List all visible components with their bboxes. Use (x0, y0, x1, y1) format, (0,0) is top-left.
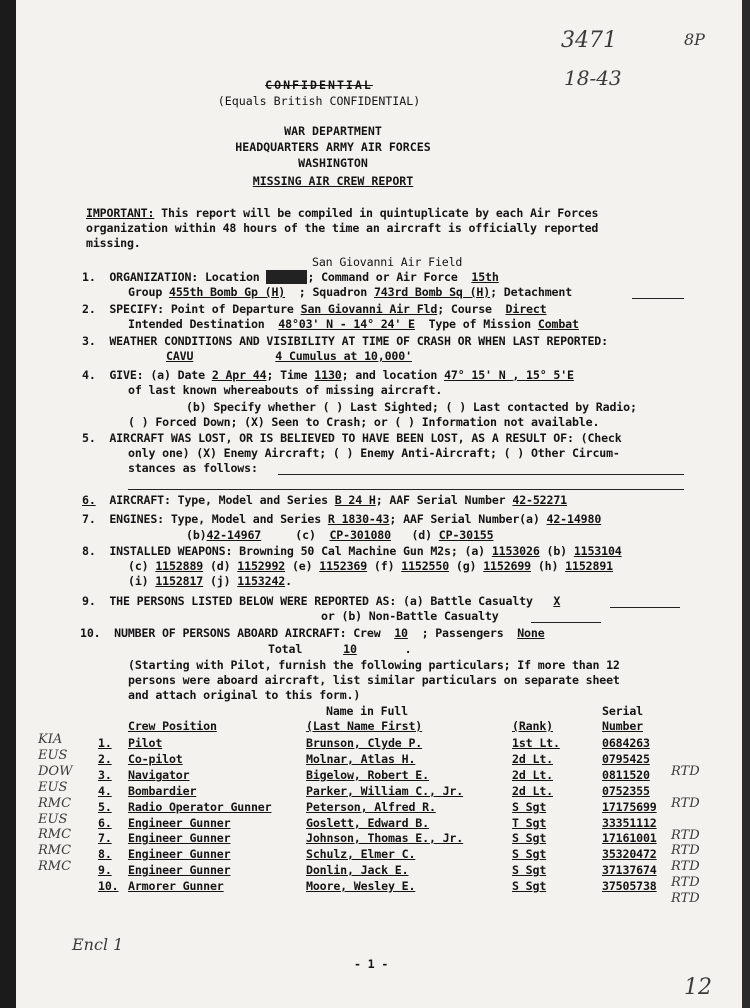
item-4-line-1 (82, 368, 574, 382)
crew-name: Schulz, Elmer C. (306, 847, 416, 861)
crew-position: Engineer Gunner (128, 816, 231, 830)
handwritten-status-mark: DOW (38, 764, 73, 779)
date-value: 2 Apr 44 (211, 368, 267, 382)
weapon-e: 1152369 (319, 559, 368, 573)
handwritten-date-note: 18-43 (564, 66, 622, 90)
crew-serial: 35320472 (602, 847, 657, 861)
group-label: Group (128, 285, 163, 299)
crew-position: Armorer Gunner (128, 879, 224, 893)
crew-position: Bombardier (128, 784, 197, 798)
passengers-label: ; Passengers (421, 626, 504, 640)
departure-label: SPECIFY: Point of Departure (109, 302, 294, 316)
location-label: ; and location (341, 368, 438, 382)
crew-position: Engineer Gunner (128, 831, 231, 845)
crew-name: Donlin, Jack E. (306, 863, 409, 877)
dept-heading: WAR DEPARTMENT (284, 124, 382, 138)
crew-name: Brunson, Clyde P. (306, 736, 423, 750)
header-name-top: Name in Full (326, 704, 408, 718)
handwritten-initials: 8P (684, 30, 705, 49)
item-3-line-2 (166, 349, 412, 363)
engine-c-label: (c) (295, 528, 316, 542)
item-4-line-3: (b) Specify whether ( ) Last Sighted; ( ) Last contacted by Radio; (186, 400, 637, 414)
item-4-line-4: ( ) Forced Down; (X) Seen to Crash; or ( ) Information not available. (128, 415, 600, 429)
item-1-line-1 (82, 270, 540, 284)
engine-serial-c: CP-301080 (329, 528, 391, 542)
clouds-value: 4 Cumulus at 10,000' (275, 349, 412, 363)
handwritten-rtd-mark: RTD (671, 891, 700, 906)
handwritten-rtd-mark: RTD (671, 859, 700, 874)
crew-position: Pilot (128, 736, 163, 750)
classification-equals: (Equals British CONFIDENTIAL) (217, 94, 421, 108)
item-3-line-1 (82, 334, 608, 348)
header-serial-top: Serial (602, 704, 643, 718)
row-number: 1. (98, 736, 112, 750)
item-2-line-1 (82, 302, 547, 316)
aircraft-type-value: B 24 H (334, 493, 376, 507)
item-7-line-2 (186, 528, 493, 542)
handwritten-status-mark: RMC (38, 859, 72, 874)
item-7-num: 7. (82, 512, 96, 526)
item-10-line-1 (80, 626, 545, 640)
weapon-f: 1152550 (401, 559, 450, 573)
row-number: 5. (98, 800, 112, 814)
crew-serial: 0811520 (602, 768, 650, 782)
item-8-line-2: (c) 1152889 (d) 1152992 (e) 1152369 (f) 1152550 (g) 1152699 (h) 1152891 (128, 559, 613, 573)
header-name: (Last Name First) (306, 719, 423, 733)
handwritten-status-mark: RMC (38, 827, 72, 842)
important-text-1: This report will be compiled in quintuplicate by each Air Forces (161, 206, 599, 220)
row-number: 9. (98, 863, 112, 877)
handwritten-enclosure: Encl 1 (72, 935, 124, 954)
crew-rank: S Sgt (512, 863, 547, 877)
crew-name: Peterson, Alfred R. (306, 800, 436, 814)
mission-label: Type of Mission (428, 317, 532, 331)
group-value: 455th Bomb Gp (H) (169, 285, 286, 299)
detachment-label: ; Detachment (490, 285, 573, 299)
weapon-b: 1153104 (573, 544, 622, 558)
crew-position: Radio Operator Gunner (128, 800, 272, 814)
weapon-c: 1152889 (155, 559, 204, 573)
crew-count: 10 (394, 626, 408, 640)
weapon-a: 1153026 (491, 544, 540, 558)
aircraft-serial-label: ; AAF Serial Number (375, 493, 506, 507)
time-value: 1130 (314, 368, 342, 382)
casualty-label: THE PERSONS LISTED BELOW WERE REPORTED AS: (a) Battle Casualty (109, 594, 533, 608)
aircraft-label: AIRCRAFT: Type, Model and Series (109, 493, 328, 507)
aircraft-serial-value: 42-52271 (512, 493, 567, 507)
crew-name: Molnar, Atlas H. (306, 752, 416, 766)
important-label: IMPORTANT: (86, 206, 155, 220)
course-label: ; Course (437, 302, 492, 316)
row-number: 2. (98, 752, 112, 766)
squadron-label: ; Squadron (298, 285, 368, 299)
non-battle-blank (531, 622, 601, 623)
cause-label: AIRCRAFT WAS LOST, OR IS BELIEVED TO HAVE BEEN LOST, AS A RESULT OF: (Check (109, 431, 622, 445)
crew-rank: 2d Lt. (512, 784, 553, 798)
row-number: 8. (98, 847, 112, 861)
destination-value: 48°03' N - 14° 24' E (278, 317, 415, 331)
row-number: 7. (98, 831, 112, 845)
total-line: Total 10 . (268, 642, 412, 656)
weapon-h: 1152891 (565, 559, 613, 573)
hq-heading: HEADQUARTERS ARMY AIR FORCES (235, 140, 431, 154)
crew-rank: 2d Lt. (512, 752, 553, 766)
header-rank: (Rank) (512, 719, 553, 733)
row-number: 6. (98, 816, 112, 830)
crew-name: Johnson, Thomas E., Jr. (306, 831, 464, 845)
crew-name: Moore, Wesley E. (306, 879, 416, 893)
destination-label: Intended Destination (128, 317, 265, 331)
total-value: 10 (343, 642, 357, 656)
crew-serial: 17161001 (602, 831, 657, 845)
page-title: MISSING AIR CREW REPORT (252, 174, 414, 188)
city-heading: WASHINGTON (298, 156, 368, 170)
handwritten-rtd-mark: RTD (671, 764, 700, 779)
handwritten-page-mark: 12 (684, 975, 712, 1000)
engine-serial-a: 42-14980 (546, 512, 602, 526)
item-6-num: 6. (82, 493, 96, 507)
battle-casualty-value: X (553, 594, 561, 608)
crew-rank: S Sgt (512, 847, 547, 861)
handwritten-rtd-mark: RTD (671, 843, 700, 858)
circumstances-blank-1 (278, 474, 684, 475)
mission-value: Combat (537, 317, 579, 331)
weapon-j: 1153242 (237, 574, 286, 588)
crew-position: Co-pilot (128, 752, 183, 766)
crew-position: Engineer Gunner (128, 863, 231, 877)
item-2-num: 2. (82, 302, 96, 316)
crew-rank: T Sgt (512, 816, 547, 830)
handwritten-rtd-mark: RTD (671, 828, 700, 843)
item-9-num: 9. (82, 594, 96, 608)
crew-position: Navigator (128, 768, 190, 782)
passengers-value: None (517, 626, 545, 640)
location-redacted (266, 270, 307, 284)
engine-b-label: (b) (186, 528, 207, 542)
weapon-d: 1152992 (237, 559, 286, 573)
crew-rank: 1st Lt. (512, 736, 560, 750)
engine-serial-d: CP-30155 (438, 528, 494, 542)
item-1-label: ORGANIZATION: Location (109, 270, 260, 284)
crew-position: Engineer Gunner (128, 847, 231, 861)
handwritten-status-mark: EUS (38, 812, 68, 827)
engine-type-value: R 1830-43 (327, 512, 390, 526)
weapon-g: 1152699 (483, 559, 532, 573)
engine-serial-label: ; AAF Serial Number(a) (389, 512, 540, 526)
handwritten-status-mark: EUS (38, 748, 68, 763)
crew-rank: S Sgt (512, 800, 547, 814)
detachment-blank (632, 298, 684, 299)
classification: CONFIDENTIAL (265, 78, 373, 92)
course-value: Direct (505, 302, 547, 316)
handwritten-rtd-mark: RTD (671, 796, 700, 811)
item-4-num: 4. (82, 368, 96, 382)
item-8-line-1: 8. INSTALLED WEAPONS: Browning 50 Cal Machine Gun M2s; (a) 1153026 (b) 1153104 (82, 544, 622, 558)
engine-d-label: (d) (411, 528, 432, 542)
crew-name: Goslett, Edward B. (306, 816, 429, 830)
crew-serial: 0795425 (602, 752, 650, 766)
item-9-line-2: or (b) Non-Battle Casualty (321, 609, 499, 623)
handwritten-status-mark: EUS (38, 780, 68, 795)
item-10-note-2: persons were aboard aircraft, list similar particulars on separate sheet (128, 673, 620, 687)
crew-name: Bigelow, Robert E. (306, 768, 429, 782)
location-annotation: San Giovanni Air Field (312, 255, 463, 269)
item-9-line-1 (82, 594, 560, 608)
crew-serial: 33351112 (602, 816, 657, 830)
handwritten-doc-number: 3471 (561, 28, 617, 53)
handwritten-status-mark: RMC (38, 796, 72, 811)
item-5-line-2: only one) (X) Enemy Aircraft; ( ) Enemy Anti-Aircraft; ( ) Other Circum- (128, 446, 620, 460)
item-10-num: 10. (80, 626, 101, 640)
item-5-line-1 (82, 431, 622, 445)
row-number: 4. (98, 784, 112, 798)
crew-serial: 0684263 (602, 736, 650, 750)
weather-label: WEATHER CONDITIONS AND VISIBILITY AT TIME OF CRASH OR WHEN LAST REPORTED: (109, 334, 608, 348)
crew-serial: 17175699 (602, 800, 657, 814)
item-1-line-2 (128, 285, 572, 299)
item-1-num: 1. (82, 270, 96, 284)
departure-value: San Giovanni Air Fld (300, 302, 438, 316)
circumstances-blank-2 (128, 489, 684, 490)
handwritten-rtd-mark: RTD (671, 875, 700, 890)
item-5-num: 5. (82, 431, 96, 445)
item-8-line-3: (i) 1152817 (j) 1153242. (128, 574, 292, 588)
row-number: 3. (98, 768, 112, 782)
important-line-3: missing. (86, 236, 141, 250)
battle-casualty-blank (610, 607, 680, 608)
item-10-note-1: (Starting with Pilot, furnish the following particulars; If more than 12 (128, 658, 620, 672)
weapon-i: 1152817 (155, 574, 204, 588)
crash-location-value: 47° 15' N , 15° 5'E (444, 368, 574, 382)
item-6-line-1 (82, 493, 567, 507)
item-5-line-3: stances as follows: (128, 461, 258, 475)
handwritten-status-mark: KIA (38, 732, 63, 747)
command-value: 15th (471, 270, 499, 284)
item-3-num: 3. (82, 334, 96, 348)
item-7-line-1 (82, 512, 601, 526)
engines-label: ENGINES: Type, Model and Series (109, 512, 322, 526)
item-1-command-label: ; Command or Air Force (307, 270, 458, 284)
header-serial: Number (602, 719, 643, 733)
crew-rank: 2d Lt. (512, 768, 553, 782)
crew-serial: 37505738 (602, 879, 657, 893)
item-10-note-3: and attach original to this form.) (128, 688, 361, 702)
crew-serial: 0752355 (602, 784, 650, 798)
handwritten-status-mark: RMC (38, 843, 72, 858)
weather-value: CAVU (166, 349, 194, 363)
important-line-1 (86, 206, 598, 220)
item-4-line-2: of last known whereabouts of missing aircraft. (128, 383, 443, 397)
date-label: GIVE: (a) Date (109, 368, 205, 382)
weapons-label: INSTALLED WEAPONS: Browning 50 Cal Machine Gun M2s; (a) (109, 544, 485, 558)
total-label: Total (268, 642, 303, 656)
crew-serial: 37137674 (602, 863, 657, 877)
header-position: Crew Position (128, 719, 217, 733)
item-2-line-2 (128, 317, 579, 331)
item-8-num: 8. (82, 544, 96, 558)
important-line-2: organization within 48 hours of the time an aircraft is officially reported (86, 221, 599, 235)
crew-rank: S Sgt (512, 879, 547, 893)
page-number: - 1 - (354, 957, 389, 971)
engine-serial-b: 42-14967 (206, 528, 262, 542)
time-label: ; Time (266, 368, 308, 382)
crew-name: Parker, William C., Jr. (306, 784, 464, 798)
crew-label: NUMBER OF PERSONS ABOARD AIRCRAFT: Crew (114, 626, 381, 640)
row-number: 10. (98, 879, 119, 893)
crew-rank: S Sgt (512, 831, 547, 845)
squadron-value: 743rd Bomb Sq (H) (373, 285, 491, 299)
